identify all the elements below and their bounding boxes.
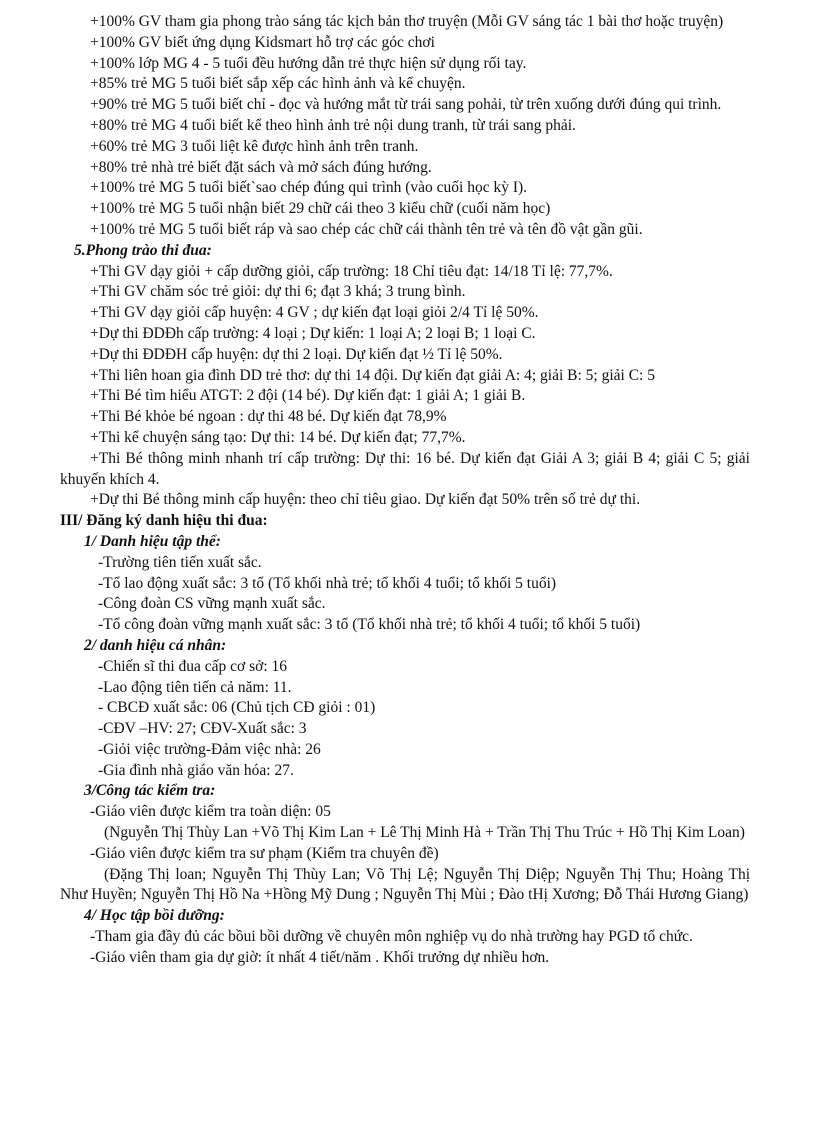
list-item: +Dự thi Bé thông minh cấp huyện: theo chỉ tiêu giao. Dự kiến đạt 50% trên số trẻ dự thi.: [90, 491, 641, 509]
paragraph: +100% GV biết ứng dụng Kidsmart hỗ trợ các góc chơi: [90, 33, 435, 51]
list-item: +Thi GV dạy giỏi cấp huyện: 4 GV ; dự kiến đạt loại giỏi 2/4 Tỉ lệ 50%.: [90, 304, 539, 322]
paragraph: +100% GV tham gia phong trào sáng tác kịch bản thơ truyện (Mỗi GV sáng tác 1 bài thơ hoặc truyện): [90, 13, 724, 30]
list-item: +Dự thi ĐDĐH cấp huyện: dự thi 2 loại. Dự kiến đạt ½ Tỉ lệ 50%.: [90, 345, 503, 363]
list-item: +Thi Bé tìm hiểu ATGT: 2 đội (14 bé). Dự kiến đạt: 1 giải A; 1 giải B.: [90, 387, 526, 405]
paragraph: +85% trẻ MG 5 tuổi biết sắp xếp các hình ảnh và kể chuyện.: [90, 75, 466, 93]
paragraph: +100% lớp MG 4 - 5 tuổi đều hướng dẫn trẻ thực hiện sử dụng rối tay.: [90, 54, 527, 72]
list-item: -Công đoàn CS vững mạnh xuất sắc.: [98, 595, 326, 613]
paragraph: +100% trẻ MG 5 tuổi biết`sao chép đúng qui trình (vào cuối học kỳ I).: [90, 179, 528, 197]
list-item: -Lao động tiên tiến cả năm: 11.: [98, 678, 292, 696]
subsection-heading: 3/Công tác kiểm tra:: [84, 782, 216, 800]
paragraph: -Giáo viên được kiểm tra toàn diện: 05: [90, 803, 331, 821]
paragraph: (Nguyễn Thị Thùy Lan +Võ Thị Kim Lan + Lê Thị Minh Hà + Trần Thị Thu Trúc + Hồ Thị Kim Loan): [104, 824, 745, 842]
list-item: +Thi Bé thông minh nhanh trí cấp trường: Dự thi: 16 bé. Dự kiến đạt Giải A 3; giải B 4; giải C 5; giải khuyến khích 4.: [60, 449, 750, 488]
document-page: [60, 12, 750, 969]
paragraph: +90% trẻ MG 5 tuổi biết chỉ - đọc và hướng mắt từ trái sang pohải, từ trên xuống dưới đúng qui trình.: [90, 96, 722, 114]
list-item: +Thi GV chăm sóc trẻ giỏi: dự thi 6; đạt 3 khá; 3 trung bình.: [90, 283, 466, 301]
subsection-heading: 1/ Danh hiệu tập thể:: [84, 532, 221, 550]
list-item: +Thi GV dạy giỏi + cấp dưỡng giỏi, cấp trường: 18 Chỉ tiêu đạt: 14/18 Tỉ lệ: 77,7%.: [90, 262, 613, 280]
list-item: +Dự thi ĐDĐh cấp trường: 4 loại ; Dự kiến: 1 loại A; 2 loại B; 1 loại C.: [90, 324, 536, 342]
list-item: +Thi liên hoan gia đình DD trẻ thơ: dự thi 14 đội. Dự kiến đạt giải A: 4; giải B: 5; giải C: 5: [90, 366, 655, 384]
subsection-heading: 2/ danh hiệu cá nhân:: [84, 636, 227, 654]
list-item: -Giỏi việc trường-Đảm việc nhà: 26: [98, 740, 321, 758]
paragraph: +80% trẻ nhà trẻ biết đặt sách và mở sách đúng hướng.: [90, 158, 432, 176]
list-item: -Gia đình nhà giáo văn hóa: 27.: [98, 761, 294, 779]
paragraph: -Tham gia đầy đủ các bồui bồi dưỡng về chuyên môn nghiệp vụ do nhà trường hay PGD tổ chức.: [90, 928, 693, 946]
section-heading: 5.Phong trào thi đua:: [74, 241, 212, 259]
list-item: +Thi kể chuyện sáng tạo: Dự thi: 14 bé. Dự kiến đạt; 77,7%.: [90, 428, 466, 446]
list-item: -CĐV –HV: 27; CĐV-Xuất sắc: 3: [98, 720, 307, 738]
paragraph: +100% trẻ MG 5 tuổi nhận biết 29 chữ cái theo 3 kiểu chữ (cuối năm học): [90, 200, 551, 218]
list-item: - CBCĐ xuất sắc: 06 (Chủ tịch CĐ giỏi : 01): [98, 699, 376, 717]
paragraph: -Giáo viên tham gia dự giờ: ít nhất 4 tiết/năm . Khối trưởng dự nhiều hơn.: [90, 948, 550, 966]
paragraph: (Đặng Thị loan; Nguyễn Thị Thùy Lan; Võ Thị Lệ; Nguyễn Thị Diệp; Nguyễn Thị Thu; Hoàng Thị Như Huyền; Nguyễn Thị Hồ Na +Hồng Mỹ Dung ; Nguyễn Thị Mùi ; Đào tHị Xương; Đỗ Thái Hương Giang): [60, 865, 750, 904]
list-item: -Tổ công đoàn vững mạnh xuất sắc: 3 tổ (Tổ khối nhà trẻ; tổ khối 4 tuổi; tổ khối 5 tuổi): [98, 616, 641, 634]
paragraph: -Giáo viên được kiểm tra sư phạm (Kiểm tra chuyên đề): [90, 844, 439, 862]
paragraph: +60% trẻ MG 3 tuổi liệt kê được hình ảnh trên tranh.: [90, 137, 419, 155]
paragraph: +100% trẻ MG 5 tuổi biết ráp và sao chép các chữ cái thành tên trẻ và tên đồ vật gần gũi.: [90, 220, 643, 238]
paragraph: +80% trẻ MG 4 tuổi biết kể theo hình ảnh trẻ nội dung tranh, từ trái sang phải.: [90, 116, 576, 134]
section-heading: III/ Đăng ký danh hiệu thi đua:: [60, 512, 268, 530]
subsection-heading: 4/ Học tập bồi dưỡng:: [84, 907, 225, 925]
list-item: -Tổ lao động xuất sắc: 3 tổ (Tổ khối nhà trẻ; tổ khối 4 tuổi; tổ khối 5 tuổi): [98, 574, 557, 592]
list-item: -Trường tiên tiến xuất sắc.: [98, 553, 262, 571]
list-item: +Thi Bé khỏe bé ngoan : dự thi 48 bé. Dự kiến đạt 78,9%: [90, 408, 447, 426]
list-item: -Chiến sĩ thi đua cấp cơ sở: 16: [98, 657, 288, 675]
